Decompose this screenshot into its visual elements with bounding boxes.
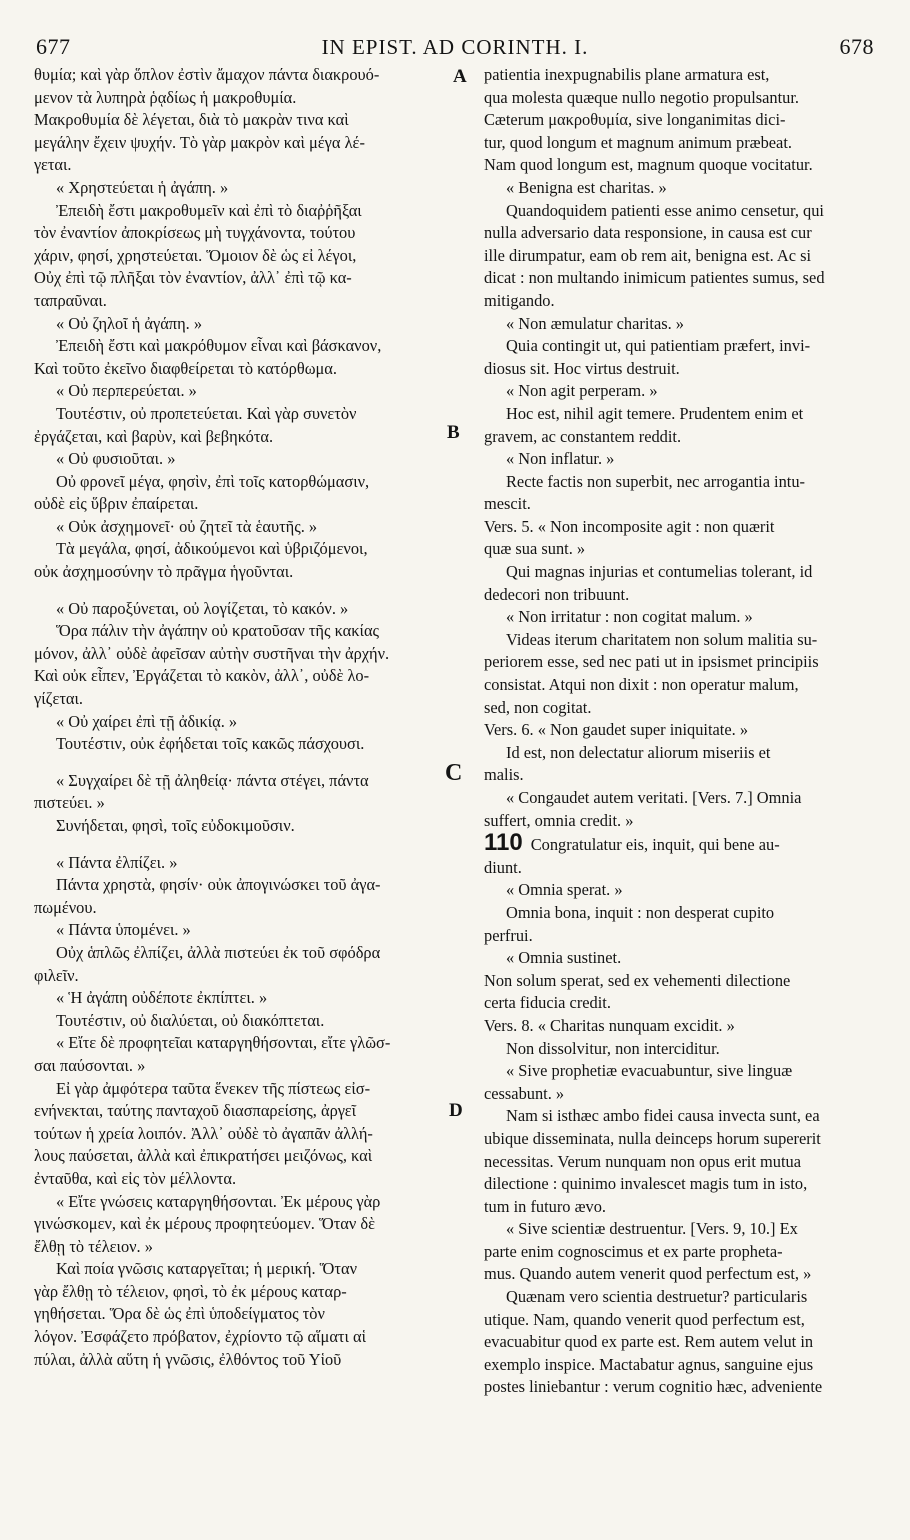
latin-text-column (484, 64, 874, 1399)
latin-text-line: cessabunt. » (484, 1083, 565, 1103)
greek-text-line: σαι παύσονται. » (34, 1055, 146, 1075)
greek-text-line: « Ἡ ἀγάπη οὐδέποτε ἐκπίπτει. » (56, 988, 268, 1008)
greek-text-line: Καὶ οὐκ εἶπεν, Ἐργάζεται τὸ κακὸν, ἀλλ᾽, οὐδὲ λο- (34, 666, 370, 686)
greek-text-line: Τουτέστιν, οὐ διαλύεται, οὐ διακόπτεται. (56, 1010, 325, 1030)
greek-text-line: « Οὐ χαίρει ἐπὶ τῇ ἀδικίᾳ. » (56, 711, 238, 731)
greek-text-line: Συνήδεται, φησὶ, τοῖς εὐδοκιμοῦσιν. (56, 816, 295, 835)
latin-text-line: suffert, omnia credit. » (484, 810, 634, 830)
greek-text-line: γίζεται. (34, 689, 84, 709)
greek-text-line: λους παύσεται, ἀλλὰ καὶ ἐπικρατήσει μειζόνως, καὶ (34, 1146, 373, 1166)
latin-text-line: 110 (484, 829, 523, 857)
latin-text-line: mus. Quando autem venerit quod perfectum est, » (484, 1264, 812, 1284)
latin-text-line: « Congaudet autem veritati. [Vers. 7.] Omnia (506, 788, 802, 807)
greek-text-line: Μακροθυμία δὲ λέγεται, διὰ τὸ μακρὰν τινα καὶ (34, 110, 349, 130)
latin-text-line: exemplo inspice. Mactabatur agnus, sanguine ejus (484, 1354, 814, 1374)
latin-text-line: Recte factis non superbit, nec arrogantia intu- (506, 471, 806, 491)
latin-text-line: « Non inflatur. » (506, 449, 615, 469)
greek-text-line: « Οὐ περπερεύεται. » (56, 381, 197, 401)
greek-text-line: οὐδὲ εἰς ὕβριν ἐπαίρεται. (34, 494, 199, 514)
latin-text-line: Quia contingit ut, qui patientiam præfert, invi- (506, 336, 811, 356)
running-title: IN EPIST. AD CORINTH. I. (321, 34, 589, 59)
latin-text-line: « Non agit perperam. » (506, 381, 658, 401)
greek-text-line: λόγον. Ἐσφάζετο πρόβατον, ἐχρίοντο τῷ αἵματι αἱ (34, 1327, 367, 1347)
margin-marker-d: D (449, 1100, 463, 1121)
greek-text-line: ἐνταῦθα, καὶ εἰς τὸν μέλλοντα. (34, 1168, 237, 1188)
page-number-left: 677 (36, 34, 71, 59)
greek-text-line: « Συγχαίρει δὲ τῇ ἀληθείᾳ· πάντα στέγει, πάντα (56, 770, 369, 790)
greek-text-line: Οὐχ ἁπλῶς ἐλπίζει, ἀλλὰ πιστεύει ἐκ τοῦ σφόδρα (56, 942, 381, 962)
latin-text-line: nulla adversario data responsione, in causa est cur (484, 223, 812, 243)
latin-text-line: Cæterum μακροθυμία, sive longanimitas dici- (484, 110, 786, 130)
greek-text-line: Καὶ τοῦτο ἐκεῖνο διαφθείρεται τὸ κατόρθωμα. (34, 358, 337, 378)
greek-text-column (34, 64, 452, 1371)
greek-text-line: Τουτέστιν, οὐκ ἐφήδεται τοῖς κακῶς πάσχουσι. (56, 734, 365, 754)
greek-text-line: χάριν, φησί, χρηστεύεται. Ὅμοιον δὲ ὡς εἰ λέγοι, (34, 245, 357, 265)
latin-text-line: malis. (484, 765, 524, 785)
latin-text-line: patientia inexpugnabilis plane armatura est, (484, 65, 770, 84)
greek-text-line (34, 584, 452, 598)
latin-text-line: Nam si isthæc ambo fidei causa invecta sunt, ea (506, 1106, 820, 1126)
latin-text-line: Vers. 8. « Charitas nunquam excidit. » (484, 1015, 735, 1035)
latin-text-line: « Non æmulatur charitas. » (506, 313, 684, 333)
latin-text-line: Non solum sperat, sed ex vehementi dilectione (484, 970, 791, 990)
greek-text-line (34, 838, 452, 852)
greek-text-line: ενήνεκται, ταύτης πανταχοῦ διασπαρείσης, ἀργεῖ (34, 1101, 357, 1121)
latin-text-line: postes liniebantur : verum cognitio hæc, adveniente (484, 1377, 823, 1397)
greek-text-line: γεται. (34, 155, 72, 175)
latin-text-line: ubique disseminata, nulla deinceps horum supererit (484, 1128, 821, 1148)
greek-text-line: « Οὐ παροξύνεται, οὐ λογίζεται, τὸ κακόν. » (56, 598, 349, 618)
latin-text-line: Videas iterum charitatem non solum malitia su- (506, 629, 818, 649)
greek-text-line: πωμένου. (34, 897, 97, 917)
greek-text-line: Εἰ γὰρ ἀμφότερα ταῦτα ἕνεκεν τῆς πίστεως εἰσ- (56, 1078, 371, 1098)
latin-text-line: evacuabitur quod ex parte est. Rem autem velut in (484, 1332, 814, 1352)
latin-text-line: diosus sit. Hoc virtus destruit. (484, 358, 680, 378)
latin-text-line: « Sive scientiæ destruentur. [Vers. 9, 10.] Ex (506, 1219, 798, 1239)
latin-text-line: Qui magnas injurias et contumelias tolerant, id (506, 562, 813, 582)
greek-text-line: μόνον, ἀλλ᾽ οὐδὲ ἀφεῖσαν αὐτὴν συστῆναι τὴν ἀρχήν. (34, 643, 390, 663)
greek-text-line: Πάντα χρηστὰ, φησίν· οὐκ ἀπογινώσκει τοῦ ἀγα- (56, 875, 381, 895)
latin-text-line: Omnia bona, inquit : non desperat cupito (506, 902, 775, 922)
greek-text-line: Ἐπειδὴ ἔστι μακροθυμεῖν καὶ ἐπὶ τὸ διαῤῥῆξαι (56, 200, 362, 220)
greek-text-line: πιστεύει. » (34, 793, 105, 813)
latin-text-line: Congratulatur eis, inquit, qui bene au- (530, 835, 780, 855)
greek-text-line: γινώσκομεν, καὶ ἐκ μέρους προφητεύομεν. Ὅταν δὲ (34, 1214, 376, 1234)
latin-text-line: « Omnia sperat. » (506, 880, 623, 900)
latin-text-line: Vers. 5. « Non incomposite agit : non quærit (484, 516, 775, 536)
greek-text-line: θυμία; καὶ γὰρ ὅπλον ἐστὶν ἄμαχον πάντα διακρουό- (34, 65, 380, 84)
greek-text-line: Τουτέστιν, οὐ προπετεύεται. Καὶ γὰρ συνετὸν (56, 403, 357, 423)
latin-text-line: utique. Nam, quando venerit quod perfectum est, (484, 1309, 805, 1329)
latin-text-line: Vers. 6. « Non gaudet super iniquitate. » (484, 720, 749, 740)
greek-text-line: Ὅρα πάλιν τὴν ἀγάπην οὐ κρατοῦσαν τῆς κακίας (56, 621, 380, 641)
latin-text-line: dicat : non multando inimicum patientes sumus, sed (484, 268, 825, 288)
greek-text-line: « Χρηστεύεται ἡ ἀγάπη. » (56, 177, 229, 197)
latin-text-line: consistat. Atqui non dixit : non operatur malum, (484, 675, 799, 695)
latin-text-line: certa fiducia credit. (484, 993, 611, 1013)
greek-text-line: « Πάντα ἐλπίζει. » (56, 852, 178, 872)
latin-text-line: dilectione : quinimo invalescet magis tum in isto, (484, 1174, 808, 1194)
latin-text-line: Id est, non delectatur aliorum miseriis et (506, 742, 771, 762)
greek-text-line: « Οὐ ζηλοῖ ἡ ἀγάπη. » (56, 313, 203, 333)
greek-text-line: « Εἴτε δὲ προφητεῖαι καταργηθήσονται, εἴτε γλῶσ- (56, 1033, 391, 1053)
margin-marker-b: B (447, 422, 460, 443)
greek-text-line: φιλεῖν. (34, 965, 79, 985)
latin-text-line: gravem, ac constantem reddit. (484, 426, 682, 446)
margin-marker-c: C (445, 760, 463, 786)
latin-text-line: periorem esse, sed nec pati ut in ipsismet principiis (484, 652, 819, 672)
latin-text-line: Quænam vero scientia destruetur? particularis (506, 1287, 808, 1307)
greek-text-line: Καὶ ποία γνῶσις καταργεῖται; ἡ μερική. Ὅταν (56, 1259, 357, 1279)
greek-text-line: « Οὐκ ἀσχημονεῖ· οὐ ζητεῖ τὰ ἑαυτῆς. » (56, 516, 318, 536)
latin-text-line: Quandoquidem patienti esse animo censetur, qui (506, 200, 824, 220)
greek-text-line: μεγάλην ἔχειν ψυχήν. Τὸ γὰρ μακρὸν καὶ μέγα λέ- (34, 132, 365, 152)
greek-text-line: ἐργάζεται, καὶ βαρὺν, καὶ βεβηκότα. (34, 426, 274, 446)
greek-text-line: γηθήσεται. Ὅρα δὲ ὡς ἐπὶ ὑποδείγματος τὸν (34, 1304, 325, 1324)
latin-text-line: « Benigna est charitas. » (506, 177, 667, 197)
greek-text-line: τούτων ἡ χρεία λοιπόν. Ἀλλ᾽ οὐδὲ τὸ ἀγαπᾶν ἀλλή- (34, 1123, 373, 1143)
latin-text-line (484, 829, 874, 857)
greek-text-line: Τὰ μεγάλα, φησί, ἀδικούμενοι καὶ ὑβριζόμενοι, (56, 539, 368, 559)
greek-text-line: Οὐχ ἐπὶ τῷ πλῆξαι τὸν ἐναντίον, ἀλλ᾽ ἐπὶ τῷ κα- (34, 268, 352, 288)
greek-text-line: οὐκ ἀσχημοσύνην τὸ πρᾶγμα ἡγοῦνται. (34, 562, 294, 582)
latin-text-line: mescit. (484, 494, 531, 514)
latin-text-line: sed, non cogitat. (484, 697, 592, 717)
greek-text-line: τὸν ἐναντίον ἀποκρίσεως μὴ τυγχάνοντα, τούτου (34, 223, 356, 243)
greek-text-line: μενον τὰ λυπηρὰ ῥᾳδίως ἡ μακροθυμία. (34, 87, 297, 107)
latin-text-line: tum in futuro ævo. (484, 1196, 607, 1216)
latin-text-line: qua molesta quæque nullo negotio propulsantur. (484, 87, 800, 107)
latin-text-line: Nam quod longum est, magnum quoque vocitatur. (484, 155, 813, 175)
latin-text-line: « Omnia sustinet. (506, 948, 622, 968)
latin-text-line: « Non irritatur : non cogitat malum. » (506, 607, 753, 627)
latin-text-line: Hoc est, nihil agit temere. Prudentem enim et (506, 403, 804, 423)
latin-text-line: diunt. (484, 857, 522, 877)
margin-marker-a: A (453, 66, 467, 87)
greek-text-line: ἔλθῃ τὸ τέλειον. » (34, 1236, 153, 1256)
greek-text-line: γὰρ ἔλθῃ τὸ τέλειον, φησὶ, τὸ ἐκ μέρους καταρ- (34, 1281, 347, 1301)
greek-text-line: ταπραῦναι. (34, 290, 107, 310)
greek-text-line: Ἐπειδὴ ἔστι καὶ μακρόθυμον εἶναι καὶ βάσκανον, (56, 336, 382, 356)
greek-text-line (34, 756, 452, 770)
greek-text-line: « Οὐ φυσιοῦται. » (56, 449, 176, 469)
latin-text-line: tur, quod longum et magnum animum præbeat. (484, 132, 792, 152)
running-header (36, 30, 874, 64)
latin-text-line: necessitas. Verum nunquam non opus erit mutua (484, 1151, 801, 1171)
latin-text-line: mitigando. (484, 290, 555, 310)
page-number-right: 678 (839, 34, 874, 59)
greek-text-line: πύλαι, ἀλλὰ αὕτη ἡ γνῶσις, ἐλθόντος τοῦ Υἱοῦ (34, 1349, 342, 1369)
latin-text-line: ille dirumpatur, eam ob rem ait, benigna est. Ac si (484, 245, 812, 265)
latin-text-line: Non dissolvitur, non interciditur. (506, 1038, 720, 1058)
greek-text-line: « Πάντα ὑπομένει. » (56, 920, 191, 940)
greek-text-line: Οὐ φρονεῖ μέγα, φησὶν, ἐπὶ τοῖς κατορθώμασιν, (56, 471, 370, 491)
latin-text-line: « Sive prophetiæ evacuabuntur, sive linguæ (506, 1061, 793, 1081)
latin-text-line: quæ sua sunt. » (484, 539, 586, 559)
greek-text-line: « Εἴτε γνώσεις καταργηθήσονται. Ἐκ μέρους γὰρ (56, 1191, 381, 1211)
latin-text-line: dedecori non tribuunt. (484, 584, 630, 604)
latin-text-line: parte enim cognoscimus et ex parte propheta- (484, 1241, 783, 1261)
latin-text-line: perfrui. (484, 925, 533, 945)
